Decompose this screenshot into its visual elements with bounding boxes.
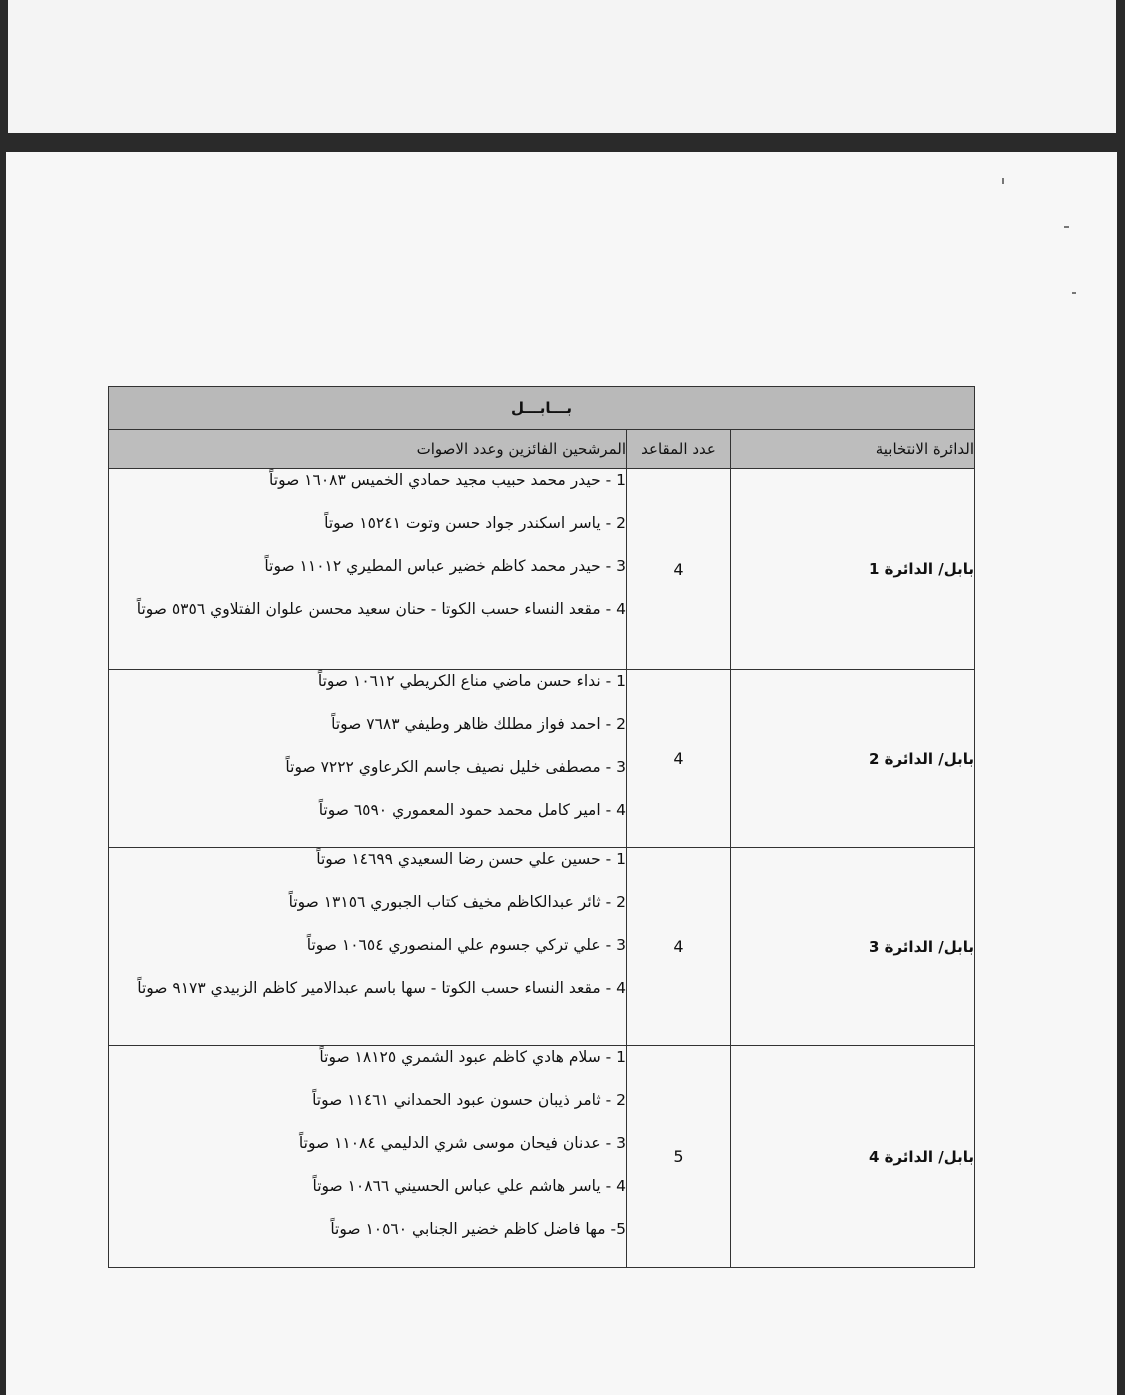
election-results-table (108, 386, 975, 1268)
district-column-header: الدائرة الانتخابية (731, 430, 975, 469)
scan-speck (1064, 226, 1069, 228)
seats-cell: 4 (627, 670, 731, 848)
district-cell: بابل/ الدائرة 3 (731, 848, 975, 1046)
table-title-row (109, 387, 975, 430)
province-title: بـــابـــل (109, 387, 975, 430)
district-cell: بابل/ الدائرة 4 (731, 1046, 975, 1268)
winner-entry: 3 - علي تركي جسوم علي المنصوري ١٠٦٥٤ صوتاً (306, 936, 626, 954)
winner-entry: 2 - ثائر عبدالكاظم مخيف كتاب الجبوري ١٣١٥٦ صوتاً (288, 893, 626, 911)
winner-entry: 4 - مقعد النساء حسب الكوتا - حنان سعيد محسن علوان الفتلاوي ٥٣٥٦ صوتاً (136, 600, 626, 618)
seats-cell: 4 (627, 469, 731, 670)
winner-entry: 4 - امير كامل محمد حمود المعموري ٦٥٩٠ صوتاً (318, 801, 626, 819)
district-cell: بابل/ الدائرة 1 (731, 469, 975, 670)
winner-entry: 4 - ياسر هاشم علي عباس الحسيني ١٠٨٦٦ صوتاً (312, 1177, 626, 1195)
winners-cell (109, 469, 627, 670)
winners-cell (109, 1046, 627, 1268)
winner-entry: 1 - سلام هادي كاظم عبود الشمري ١٨١٢٥ صوتاً (319, 1048, 626, 1066)
winners-cell (109, 670, 627, 848)
winner-entry: 3 - عدنان فيحان موسى شري الدليمي ١١٠٨٤ صوتاً (298, 1134, 626, 1152)
scan-speck (1072, 292, 1076, 294)
winner-entry: 1 - نداء حسن ماضي مناع الكريطي ١٠٦١٢ صوتاً (317, 672, 626, 690)
winner-entry: 2 - ياسر اسكندر جواد حسن وتوت ١٥٢٤١ صوتاً (324, 514, 626, 532)
table-row (109, 1046, 975, 1268)
winner-entry: 3 - مصطفى خليل نصيف جاسم الكرعاوي ٧٢٢٢ صوتاً (285, 758, 626, 776)
winner-entry: 1 - حيدر محمد حبيب مجيد حمادي الخميس ١٦٠٨٣ صوتاً (269, 471, 626, 489)
winner-entry: 2 - ثامر ذيبان حسون عبود الحمداني ١١٤٦١ صوتاً (312, 1091, 626, 1109)
previous-page-fragment (8, 0, 1116, 133)
winner-entry: 4 - مقعد النساء حسب الكوتا - سها باسم عبدالامير كاظم الزبيدي ٩١٧٣ صوتاً (137, 979, 626, 997)
winner-entry: 5- مها فاضل كاظم خضير الجنابي ١٠٥٦٠ صوتاً (330, 1220, 626, 1238)
table-row (109, 670, 975, 848)
winners-cell (109, 848, 627, 1046)
district-cell: بابل/ الدائرة 2 (731, 670, 975, 848)
winners-column-header: المرشحين الفائزين وعدد الاصوات (109, 430, 627, 469)
seats-cell: 4 (627, 848, 731, 1046)
table-row (109, 848, 975, 1046)
winner-entry: 1 - حسين علي حسن رضا السعيدي ١٤٦٩٩ صوتاً (316, 850, 626, 868)
winner-entry: 3 - حيدر محمد كاظم خضير عباس المطيري ١١٠١٢ صوتاً (264, 557, 626, 575)
table-row (109, 469, 975, 670)
scan-speck (1002, 178, 1004, 184)
seats-cell: 5 (627, 1046, 731, 1268)
winner-entry: 2 - احمد فواز مطلك ظاهر وطيفي ٧٦٨٣ صوتاً (331, 715, 626, 733)
table-header-row (109, 430, 975, 469)
seats-column-header: عدد المقاعد (627, 430, 731, 469)
